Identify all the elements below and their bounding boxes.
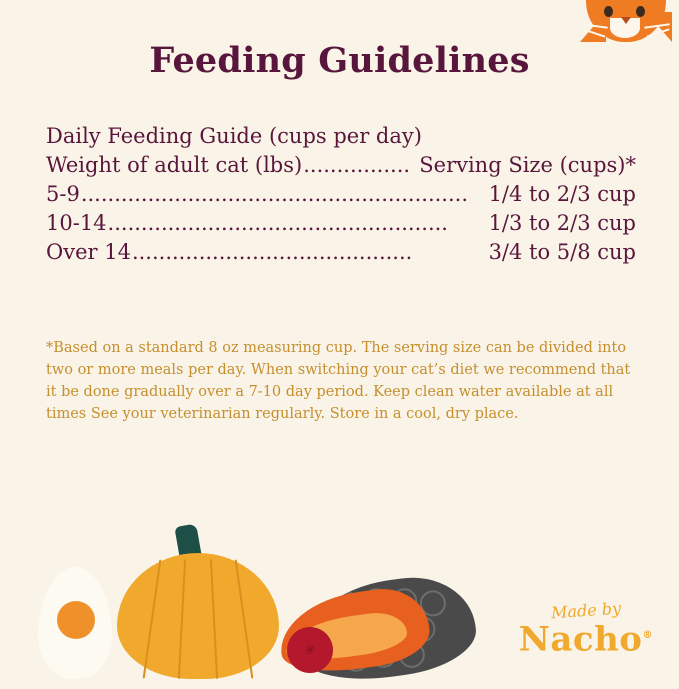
guide-row-serving: 1/4 to 2/3 cup: [488, 182, 636, 206]
cat-eye-right-icon: [636, 6, 645, 17]
brand-logo: [518, 598, 653, 659]
cat-eye-left-icon: [604, 6, 613, 17]
brand-registered-mark: ®: [642, 629, 653, 641]
guide-heading: Daily Feeding Guide (cups per day): [46, 124, 422, 148]
guide-row-serving: 1/3 to 2/3 cup: [488, 211, 636, 235]
pumpkin-ridge: [178, 559, 186, 679]
pumpkin-illustration: [117, 553, 279, 679]
cranberry-star-icon: ✳: [304, 642, 316, 658]
table-row: [46, 209, 636, 238]
guide-row-dots: ...................................................: [107, 211, 448, 235]
guide-header-dots: ................: [303, 153, 411, 177]
guide-row-dots: ..........................................: [131, 240, 413, 264]
table-row: [46, 238, 636, 267]
table-row: [46, 180, 636, 209]
cranberry-illustration: [287, 627, 333, 673]
guide-row-weight: Over 14: [46, 240, 131, 264]
guide-row-serving: 3/4 to 5/8 cup: [488, 240, 636, 264]
brand-made-by-label: Made by: [550, 598, 622, 623]
guide-row-dots: ..........................................................: [80, 182, 468, 206]
page-title: Feeding Guidelines: [149, 40, 530, 81]
brand-name-label: [519, 618, 653, 657]
guide-column-header-row: [46, 151, 636, 180]
footnote-text: *Based on a standard 8 oz measuring cup. The serving size can be divided into two or more meals per day. When switching your cat’s diet we recommend that it be done gradually over a 7-10 day period. Keep clean water available at all times See your veterinarian regularly. Store in a cool, dry place.: [46, 340, 631, 422]
pumpkin-ridge: [235, 559, 254, 678]
pumpkin-ridge: [210, 559, 218, 679]
guide-column-right-label: Serving Size (cups)*: [419, 153, 636, 177]
cat-nose-icon: [621, 17, 631, 24]
guide-column-left-label: Weight of adult cat (lbs): [46, 153, 303, 177]
feeding-guide-table: [46, 122, 636, 267]
guide-row-weight: 5-9: [46, 182, 80, 206]
egg-yolk-icon: [57, 601, 95, 639]
brand-name-text: Nacho: [518, 619, 643, 659]
pumpkin-ridge: [143, 559, 162, 678]
guide-row-weight: 10-14: [46, 211, 107, 235]
